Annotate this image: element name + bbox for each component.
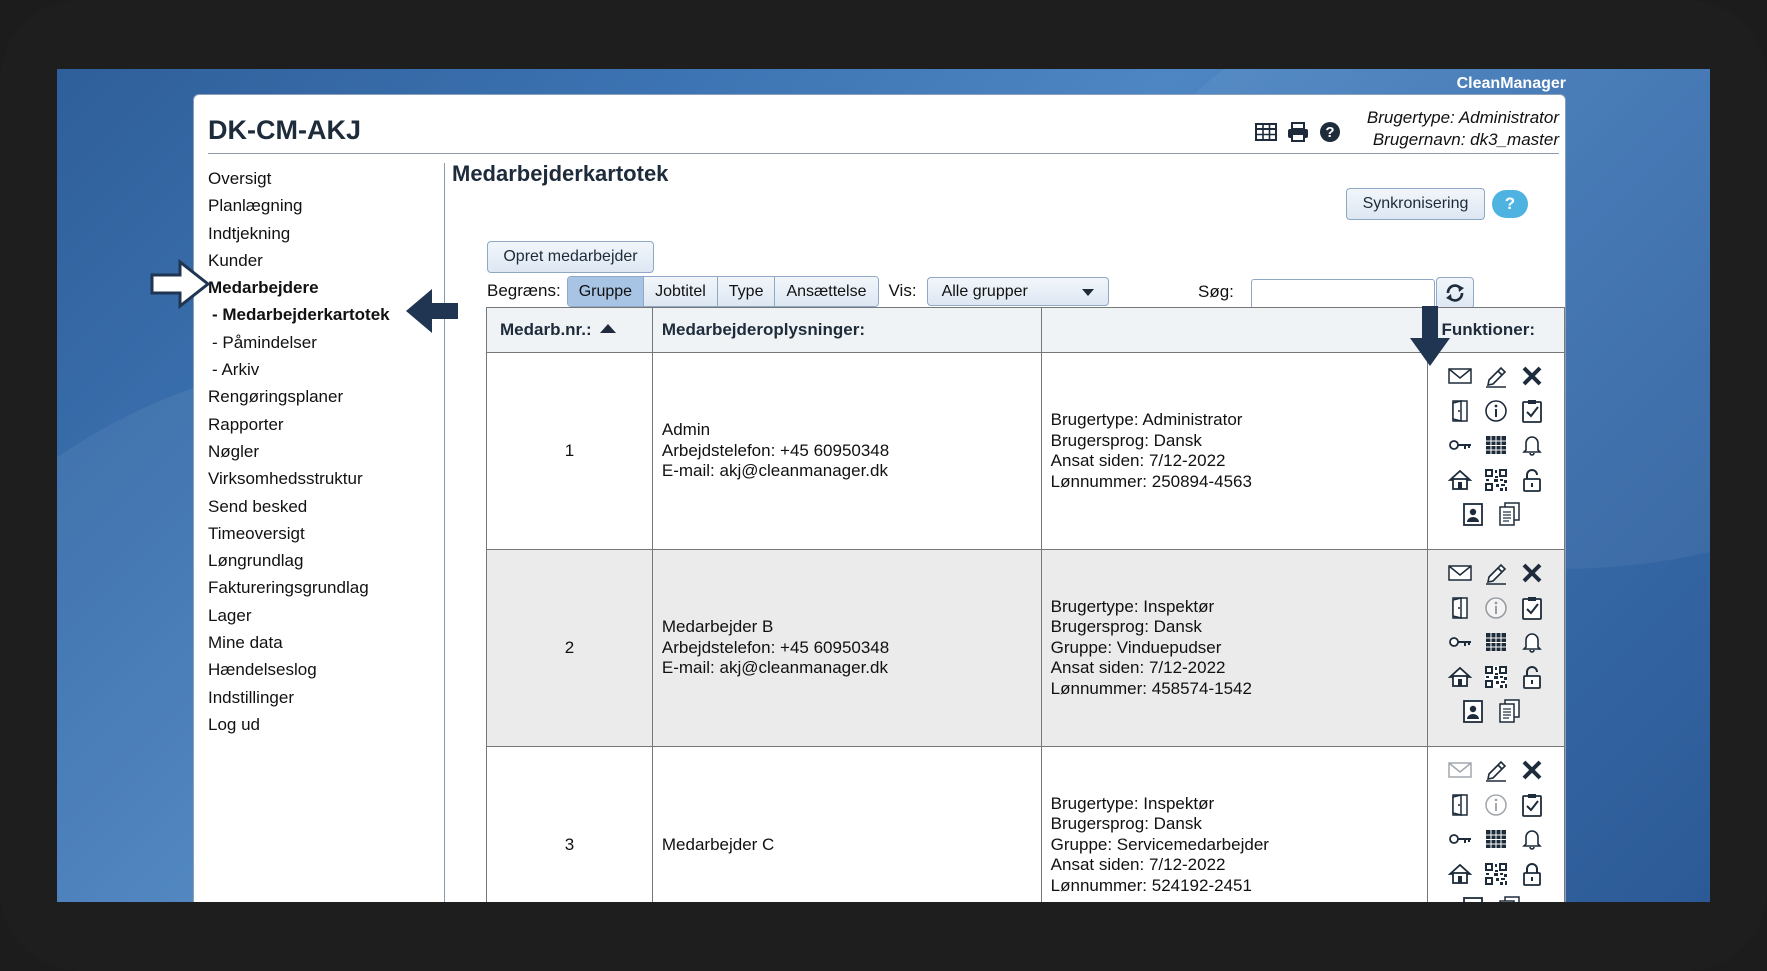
chevron-down-icon <box>1082 289 1094 296</box>
unlock-icon[interactable] <box>1519 467 1545 493</box>
sidebar-item-kunder[interactable]: Kunder <box>208 250 263 270</box>
sidebar-item-medarbejderkartotek[interactable]: - Medarbejderkartotek <box>212 305 390 325</box>
detail-salary-nr: Lønnummer: 458574-1542 <box>1050 678 1252 698</box>
employee-table <box>486 307 1565 902</box>
sidebar-item-lager[interactable]: Lager <box>208 605 252 625</box>
detail-group: Gruppe: Servicemedarbejder <box>1050 834 1269 854</box>
print-icon[interactable] <box>1286 120 1310 144</box>
employee-name: Medarbejder B <box>661 617 774 637</box>
sidebar-item-haendelseslog[interactable]: Hændelseslog <box>208 660 317 680</box>
group-select[interactable] <box>927 277 1109 306</box>
detail-salary-nr: Lønnummer: 524192-2451 <box>1050 875 1252 895</box>
sidebar-item-log-ud[interactable]: Log ud <box>208 714 260 734</box>
calendar-grid-icon[interactable] <box>1483 629 1509 655</box>
bell-icon[interactable] <box>1519 629 1545 655</box>
brand-label: CleanManager <box>1456 75 1566 92</box>
delete-x-icon[interactable] <box>1519 560 1545 586</box>
employee-details <box>1041 747 1428 903</box>
envelope-icon[interactable] <box>1447 757 1473 783</box>
qr-code-icon[interactable] <box>1483 664 1509 690</box>
employee-phone: Arbejdstelefon: +45 60950348 <box>661 440 890 460</box>
functions-cell <box>1428 550 1565 747</box>
col-header-info: Medarbejderoplysninger: <box>652 308 1041 353</box>
detail-user-type: Brugertype: Inspektør <box>1050 793 1215 813</box>
function-icons <box>1428 353 1564 549</box>
sidebar-item-rengoeringsplaner[interactable]: Rengøringsplaner <box>208 387 344 407</box>
detail-user-type: Brugertype: Inspektør <box>1050 596 1215 616</box>
clipboard-check-icon[interactable] <box>1519 595 1545 621</box>
clipboard-check-icon[interactable] <box>1519 792 1545 818</box>
tab-gruppe[interactable]: Gruppe <box>568 277 643 306</box>
detail-salary-nr: Lønnummer: 250894-4563 <box>1050 471 1252 491</box>
group-select-value: Alle grupper <box>941 282 1028 300</box>
employee-name: Admin <box>661 420 711 440</box>
table-row[interactable] <box>487 550 1565 747</box>
detail-language: Brugersprog: Dansk <box>1050 430 1202 450</box>
pencil-icon[interactable] <box>1483 363 1509 389</box>
unlock-icon[interactable] <box>1519 664 1545 690</box>
tutorial-arrow-right-icon <box>148 258 212 310</box>
sidebar-item-rapporter[interactable]: Rapporter <box>208 414 284 434</box>
table-icon[interactable] <box>1254 120 1278 144</box>
employee-email: E-mail: akj@cleanmanager.dk <box>661 658 888 678</box>
functions-cell <box>1428 747 1565 903</box>
pencil-icon[interactable] <box>1483 560 1509 586</box>
site-title: DK-CM-AKJ <box>208 115 361 145</box>
calendar-grid-icon[interactable] <box>1483 826 1509 852</box>
vis-label: Vis: <box>888 281 917 300</box>
house-icon[interactable] <box>1447 664 1473 690</box>
col-header-details <box>1041 308 1428 353</box>
detail-hired: Ansat siden: 7/12-2022 <box>1050 451 1226 470</box>
qr-code-icon[interactable] <box>1483 861 1509 887</box>
employee-details <box>1041 353 1428 550</box>
envelope-icon[interactable] <box>1447 560 1473 586</box>
user-type: Brugertype: Administrator <box>1366 108 1559 127</box>
calendar-grid-icon[interactable] <box>1483 432 1509 458</box>
clipboard-check-icon[interactable] <box>1519 398 1545 424</box>
help-button[interactable]: ? <box>1492 190 1528 218</box>
svg-text:?: ? <box>1325 124 1335 141</box>
tab-ansaettelse[interactable]: Ansættelse <box>774 277 877 306</box>
sidebar-item-faktureringsgrundlag[interactable]: Faktureringsgrundlag <box>208 578 369 598</box>
key-icon[interactable] <box>1447 432 1473 458</box>
bell-icon[interactable] <box>1519 826 1545 852</box>
sidebar-divider <box>444 163 445 902</box>
col-header-nr[interactable] <box>487 308 653 353</box>
create-employee-button[interactable]: Opret medarbejder <box>487 241 654 273</box>
employee-name: Medarbejder C <box>661 834 775 854</box>
user-info <box>1367 107 1559 151</box>
sidebar-item-noegler[interactable]: Nøgler <box>208 441 260 461</box>
delete-x-icon[interactable] <box>1519 757 1545 783</box>
help-circle-icon[interactable] <box>1318 120 1342 144</box>
page-title: Medarbejderkartotek <box>452 161 669 186</box>
door-icon[interactable] <box>1447 595 1473 621</box>
sidebar-item-medarbejdere[interactable]: Medarbejdere <box>208 278 319 298</box>
employee-info <box>652 747 1041 903</box>
detail-hired: Ansat siden: 7/12-2022 <box>1050 855 1226 875</box>
filter-bar <box>487 276 1109 306</box>
info-icon[interactable] <box>1483 792 1509 818</box>
detail-hired: Ansat siden: 7/12-2022 <box>1050 658 1226 678</box>
user-name: Brugernavn: dk3_master <box>1372 130 1559 149</box>
sidebar-item-mine-data[interactable]: Mine data <box>208 633 283 653</box>
id-card-icon[interactable] <box>1460 698 1486 724</box>
sidebar-item-oversigt[interactable]: Oversigt <box>208 169 272 188</box>
pencil-icon[interactable] <box>1483 757 1509 783</box>
info-icon[interactable] <box>1483 595 1509 621</box>
search-label: Søg: <box>1198 282 1234 301</box>
function-icons <box>1428 747 1564 902</box>
table-row[interactable] <box>487 747 1565 903</box>
tutorial-arrow-down-icon <box>1408 304 1452 370</box>
employee-info <box>652 353 1041 550</box>
filter-tabs <box>567 276 879 307</box>
functions-cell <box>1428 353 1565 550</box>
employee-info <box>652 550 1041 747</box>
door-icon[interactable] <box>1447 398 1473 424</box>
table-header-row <box>487 308 1565 353</box>
employee-nr: 2 <box>487 550 653 747</box>
id-card-icon[interactable] <box>1460 501 1486 527</box>
tutorial-arrow-left-icon <box>404 285 462 337</box>
house-icon[interactable] <box>1447 861 1473 887</box>
sidebar-item-virksomhedsstruktur[interactable]: Virksomhedsstruktur <box>208 469 363 489</box>
col-header-functions: Funktioner: <box>1428 308 1565 353</box>
lock-icon[interactable] <box>1519 861 1545 887</box>
sidebar-item-send-besked[interactable]: Send besked <box>208 496 308 516</box>
house-icon[interactable] <box>1447 467 1473 493</box>
detail-user-type: Brugertype: Administrator <box>1050 410 1243 429</box>
employee-details <box>1041 550 1428 747</box>
header-icons <box>1254 120 1342 144</box>
documents-icon[interactable] <box>1496 698 1522 724</box>
employee-nr: 1 <box>487 353 653 550</box>
desktop-background <box>57 69 1710 902</box>
key-icon[interactable] <box>1447 629 1473 655</box>
key-icon[interactable] <box>1447 826 1473 852</box>
employee-email: E-mail: akj@cleanmanager.dk <box>661 461 888 481</box>
table-row[interactable] <box>487 353 1565 550</box>
sidebar-item-indstillinger[interactable]: Indstillinger <box>208 687 294 707</box>
tab-type[interactable]: Type <box>717 277 775 306</box>
app-window <box>193 94 1566 902</box>
id-card-icon[interactable] <box>1460 895 1486 902</box>
sidebar-item-arkiv[interactable]: - Arkiv <box>212 360 260 380</box>
bell-icon[interactable] <box>1519 432 1545 458</box>
sidebar-nav <box>208 165 438 738</box>
function-icons <box>1428 550 1564 746</box>
header-divider <box>208 153 1559 154</box>
sidebar-item-indtjekning[interactable]: Indtjekning <box>208 223 291 243</box>
qr-code-icon[interactable] <box>1483 467 1509 493</box>
detail-language: Brugersprog: Dansk <box>1050 617 1202 637</box>
employee-nr: 3 <box>487 747 653 903</box>
col-header-nr-label: Medarb.nr.: <box>500 320 592 339</box>
tab-jobtitel[interactable]: Jobtitel <box>643 277 717 306</box>
header <box>194 95 1565 155</box>
delete-x-icon[interactable] <box>1519 363 1545 389</box>
info-icon[interactable] <box>1483 398 1509 424</box>
documents-icon[interactable] <box>1496 501 1522 527</box>
sync-button[interactable]: Synkronisering <box>1346 188 1485 220</box>
sidebar-item-timeoversigt[interactable]: Timeoversigt <box>208 523 305 543</box>
employee-phone: Arbejdstelefon: +45 60950348 <box>661 637 890 657</box>
detail-group: Gruppe: Vinduepudser <box>1050 637 1222 657</box>
filter-label: Begræns: <box>487 281 561 300</box>
sidebar-item-loengrundlag[interactable]: Løngrundlag <box>208 551 304 571</box>
documents-icon[interactable] <box>1496 895 1522 902</box>
detail-language: Brugersprog: Dansk <box>1050 814 1202 834</box>
sort-asc-icon[interactable] <box>600 324 616 333</box>
door-icon[interactable] <box>1447 792 1473 818</box>
sidebar-item-paamindelser[interactable]: - Påmindelser <box>212 332 317 352</box>
sidebar-item-planlaegning[interactable]: Planlægning <box>208 196 303 216</box>
